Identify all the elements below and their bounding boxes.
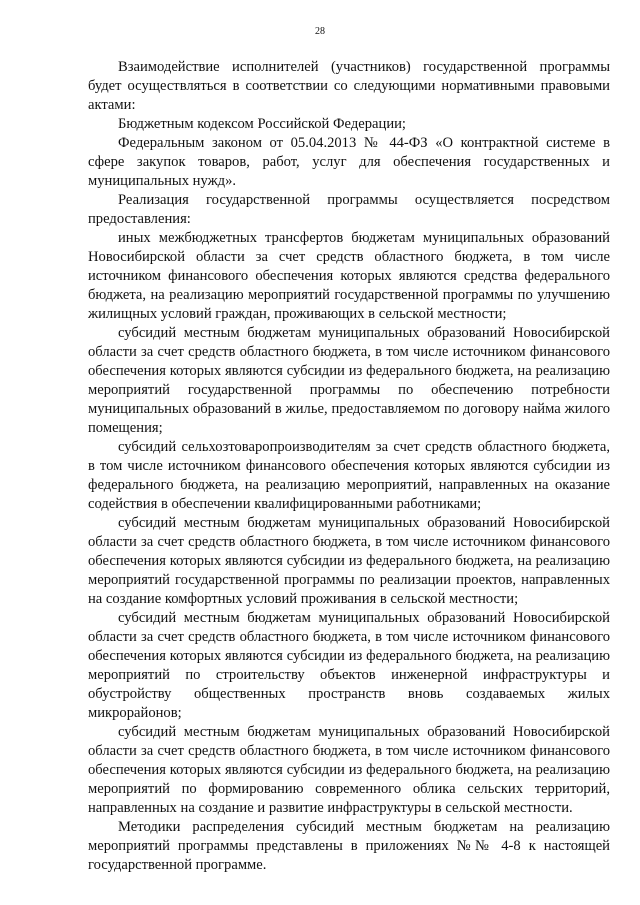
paragraph-infrastructure-subsidies: субсидий местным бюджетам муниципальных образований Новосибирской области за счет средств областного бюджета, в том числе источником финансового обеспечения которых являются субсидии из федерального бюджета, на реализацию мероприятий по строительству объектов инженерной инфраструктуры и обустройству общественных пространств вновь создаваемых жилых микрорайонов; [88, 610, 610, 721]
paragraph-transfers: иных межбюджетных трансфертов бюджетам муниципальных образований Новосибирской области за счет средств областного бюджета, в том числе источником финансового обеспечения которых являются средства федерального бюджета, на реализацию мероприятий государственной программы по улучшению жилищных условий граждан, проживающих в сельской местности; [88, 230, 610, 322]
paragraph-federal-law: Федеральным законом от 05.04.2013 № 44-ФЗ «О контрактной системе в сфере закупок товаров, работ, услуг для обеспечения государственных и муниципальных нужд». [88, 135, 610, 189]
paragraph-budget-code: Бюджетным кодексом Российской Федерации; [118, 116, 406, 132]
paragraph-comfort-subsidies: субсидий местным бюджетам муниципальных образований Новосибирской области за счет средств областного бюджета, в том числе источником финансового обеспечения которых являются субсидии из федерального бюджета, на реализацию мероприятий государственной программы по реализации проектов, направленных на создание комфортных условий проживания в сельской местности; [88, 515, 610, 607]
paragraph-housing-subsidies: субсидий местным бюджетам муниципальных образований Новосибирской области за счет средств областного бюджета, в том числе источником финансового обеспечения которых являются субсидии из федерального бюджета, на реализацию мероприятий государственной программы по обеспечению потребности муниципальных образований в жилье, предоставляемом по договору найма жилого помещения; [88, 325, 610, 436]
document-body [88, 58, 610, 875]
paragraph-interaction: Взаимодействие исполнителей (участников) государственной программы будет осуществляться в соответствии со следующими нормативными правовыми актами: [88, 59, 610, 113]
paragraph-rural-appearance-subsidies: субсидий местным бюджетам муниципальных образований Новосибирской области за счет средств областного бюджета, в том числе источником финансового обеспечения которых являются субсидии из федерального бюджета, на реализацию мероприятий по формированию современного облика сельских территорий, направленных на создание и развитие инфраструктуры в сельской местности. [88, 724, 610, 816]
paragraph-implementation: Реализация государственной программы осуществляется посредством предоставления: [88, 192, 610, 227]
paragraph-methodology: Методики распределения субсидий местным бюджетам на реализацию мероприятий программы представлены в приложениях №№ 4-8 к настоящей государственной программе. [88, 819, 610, 873]
paragraph-producer-subsidies: субсидий сельхозтоваропроизводителям за счет средств областного бюджета, в том числе источником финансового обеспечения которых являются субсидии из федерального бюджета, на реализацию мероприятий, направленных на оказание содействия в обеспечении квалифицированными работниками; [88, 439, 610, 512]
page-number: 28 [315, 26, 325, 37]
